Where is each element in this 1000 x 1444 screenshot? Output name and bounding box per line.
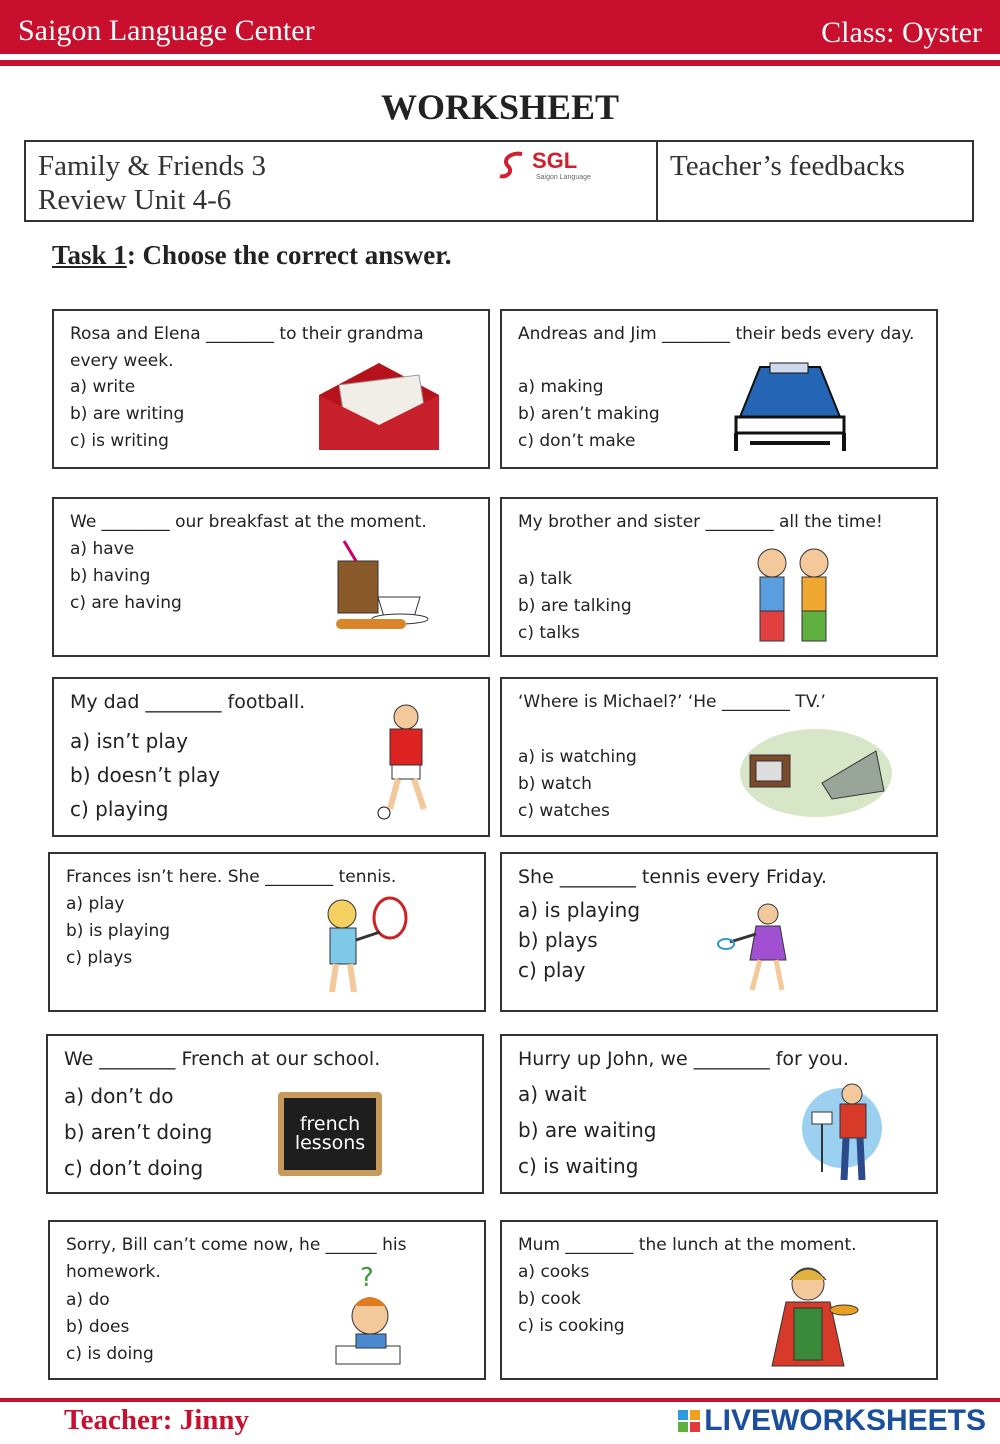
logo-text: SGL (532, 148, 578, 173)
option-b[interactable]: b) are writing (70, 404, 185, 424)
task-label: Task 1 (52, 240, 127, 270)
question-text: Andreas and Jim ________ their beds every day. (518, 324, 915, 344)
option-c[interactable]: c) is waiting (518, 1154, 639, 1178)
class-label: Class: Oyster (821, 16, 982, 49)
option-b[interactable]: b) does (66, 1317, 130, 1337)
question-text: ‘Where is Michael?’ ‘He ________ TV.’ (518, 692, 826, 712)
question-text: Mum ________ the lunch at the moment. (518, 1235, 857, 1255)
sgl-swirl-icon (496, 148, 530, 182)
teacher-name: Teacher: Jinny (64, 1404, 250, 1436)
page-title: WORKSHEET (380, 87, 620, 127)
option-c[interactable]: c) is cooking (518, 1316, 625, 1336)
chalkboard-icon (278, 1092, 382, 1176)
breakfast-icon (326, 539, 441, 639)
bed-icon (730, 357, 850, 457)
option-b[interactable]: b) watch (518, 774, 592, 794)
option-a[interactable]: a) wait (518, 1082, 587, 1106)
question-text: We ________ our breakfast at the moment. (70, 512, 427, 532)
option-c[interactable]: c) is doing (66, 1344, 154, 1364)
football-player-icon (366, 701, 446, 821)
info-table (24, 140, 974, 222)
header-bar (0, 0, 1000, 54)
center-name: Saigon Language Center (18, 14, 315, 47)
brand-text: LIVEWORKSHEETS (704, 1404, 986, 1437)
question-text: Hurry up John, we ________ for you. (518, 1048, 849, 1070)
option-b[interactable]: b) aren’t doing (64, 1120, 213, 1144)
question-card (500, 1034, 938, 1194)
option-a[interactable]: a) do (66, 1290, 110, 1310)
option-c[interactable]: c) is writing (70, 431, 169, 451)
option-b[interactable]: b) are waiting (518, 1118, 657, 1142)
task-heading (52, 240, 452, 271)
option-c[interactable]: c) watches (518, 801, 610, 821)
question-card (52, 497, 490, 657)
option-a[interactable]: a) talk (518, 569, 573, 589)
footer-divider (0, 1398, 1000, 1402)
option-b[interactable]: b) is playing (66, 921, 171, 941)
option-c[interactable]: c) talks (518, 623, 580, 643)
option-a[interactable]: a) is watching (518, 747, 637, 767)
option-a[interactable]: a) play (66, 894, 125, 914)
question-card (500, 677, 938, 837)
option-b[interactable]: b) having (70, 566, 151, 586)
homework-boy-icon (320, 1262, 420, 1374)
option-c[interactable]: c) plays (66, 948, 133, 968)
question-card (48, 1220, 486, 1380)
feedback-label: Teacher’s feedbacks (670, 150, 905, 182)
option-c[interactable]: c) don’t doing (64, 1156, 204, 1180)
option-c[interactable]: c) play (518, 958, 586, 982)
option-a[interactable]: a) write (70, 377, 136, 397)
question-card (500, 309, 938, 469)
question-text: We ________ French at our school. (64, 1048, 381, 1070)
table-divider (656, 142, 658, 220)
liveworksheets-logo-icon (678, 1410, 700, 1432)
unit-name: Review Unit 4-6 (38, 184, 232, 216)
option-b[interactable]: b) plays (518, 928, 598, 952)
question-text: She ________ tennis every Friday. (518, 866, 827, 888)
cooking-woman-icon (764, 1258, 864, 1376)
option-b[interactable]: b) aren’t making (518, 404, 660, 424)
question-text: Frances isn’t here. She ________ tennis. (66, 867, 397, 887)
tennis-girl-icon (306, 894, 412, 998)
question-card (500, 497, 938, 657)
question-card (500, 1220, 938, 1380)
question-card (52, 677, 490, 837)
question-card (500, 852, 938, 1012)
chalkboard-text: french lessons (284, 1098, 376, 1170)
question-card (52, 309, 490, 469)
option-b[interactable]: b) cook (518, 1289, 581, 1309)
option-a[interactable]: a) making (518, 377, 604, 397)
question-card (48, 852, 486, 1012)
svg-text:?: ? (360, 1263, 374, 1293)
option-a[interactable]: a) have (70, 539, 135, 559)
question-card (46, 1034, 484, 1194)
option-c[interactable]: c) playing (70, 797, 169, 821)
letter-envelope-icon (309, 355, 449, 455)
tennis-player-icon (716, 898, 816, 998)
option-b[interactable]: b) doesn’t play (70, 763, 221, 787)
question-text: My dad ________ football. (70, 691, 306, 713)
liveworksheets-brand[interactable] (678, 1404, 986, 1438)
watching-tv-icon (736, 721, 894, 821)
book-name: Family & Friends 3 (38, 150, 266, 182)
option-a[interactable]: a) isn’t play (70, 729, 188, 753)
option-c[interactable]: c) don’t make (518, 431, 636, 451)
task-instruction: : Choose the correct answer. (126, 240, 452, 270)
option-a[interactable]: a) is playing (518, 898, 641, 922)
question-text: My brother and sister ________ all the time! (518, 512, 883, 532)
question-text: Rosa and Elena ________ to their grandma every week. (70, 324, 424, 371)
option-a[interactable]: a) cooks (518, 1262, 590, 1282)
logo-subtext: Saigon Language (536, 174, 591, 181)
option-a[interactable]: a) don’t do (64, 1084, 174, 1108)
sgl-logo (496, 148, 606, 184)
waiting-man-icon (796, 1076, 892, 1192)
option-c[interactable]: c) are having (70, 593, 182, 613)
option-b[interactable]: b) are talking (518, 596, 632, 616)
question-text: Sorry, Bill can’t come now, he ______ his homework. (66, 1235, 407, 1282)
header-divider (0, 60, 1000, 66)
kids-talking-icon (742, 545, 842, 649)
